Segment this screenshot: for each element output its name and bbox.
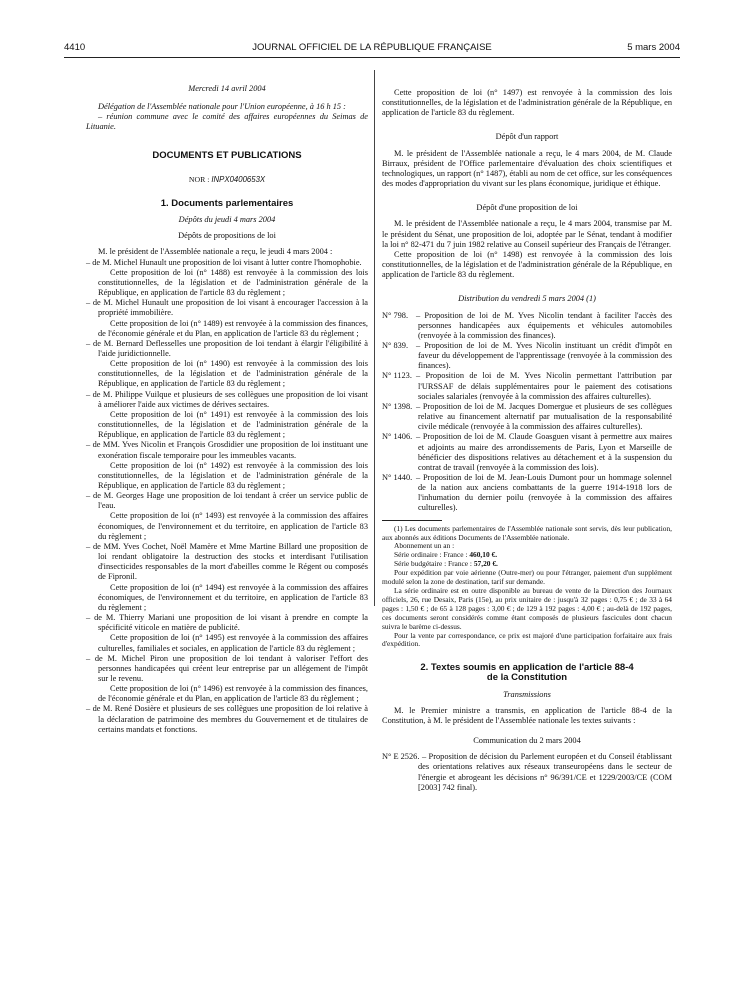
list-item: Cette proposition de loi (n° 1489) est renvoyée à la commission des finances, de l'économie générale et du Plan, en application de l'article 83 du règlement ;: [98, 318, 368, 338]
list-item: – de M. René Dosière et plusieurs de ses collègues une proposition de loi relative à la déclaration de patrimoine des membres du Gouvernement et de titulaires de certains mandats et fonctions.: [86, 704, 368, 734]
list-item: Cette proposition de loi (n° 1490) est renvoyée à la commission des lois constitutionnelles, de la législation et de l'administration générale de la République, en application de l'article 83 du règlement ;: [98, 359, 368, 389]
footnote-text: Pour expédition par voie aérienne (Outre-mer) ou pour l'étranger, paiement d'un supplément modulé selon la zone de destination, tarif sur demande.: [382, 568, 672, 587]
distribution-number: N° 1123.: [382, 371, 412, 381]
price-value: 57,20 €.: [473, 559, 498, 569]
issue-date: 5 mars 2004: [627, 42, 680, 53]
report-heading: Dépôt d'un rapport: [495, 132, 559, 142]
agenda-item: Délégation de l'Assemblée nationale pour l'Union européenne, à 16 h 15 :: [98, 102, 346, 112]
nor-label: NOR :: [188, 174, 210, 184]
subsection-title-line2: de la Constitution: [486, 672, 568, 684]
list-item: – de M. Philippe Vuilque et plusieurs de ses collègues une proposition de loi visant à améliorer l'aide aux victimes de dérives sectaires.: [86, 389, 368, 409]
deposits-intro: M. le président de l'Assemblée nationale a reçu, le jeudi 4 mars 2004 :: [98, 247, 333, 257]
agenda-date: Mercredi 14 avril 2004: [188, 84, 266, 93]
footnote-rule: [382, 520, 442, 521]
communication-text: – Proposition de décision du Parlement européen et du Conseil établissant des orientations relatives aux réseaux transeuropéens dans le secteur de l'énergie et abrogeant les décisions n° 96/391/CE et 1229/2003/CE (COM [2003] 742 final).: [418, 752, 672, 792]
list-item: – de MM. Yves Nicolin et François Grosdidier une proposition de loi instituant une exonération fiscale temporaire pour les immeubles vacants.: [86, 440, 368, 460]
distribution-number: N° 1406.: [382, 432, 413, 442]
list-item: – de M. Thierry Mariani une proposition de loi visant à prendre en compte la spécificité viticole en matière de publicité.: [86, 613, 368, 633]
section-title: DOCUMENTS ET PUBLICATIONS: [152, 149, 302, 161]
list-item: Cette proposition de loi (n° 1494) est renvoyée à la commission des affaires économiques, de l'environnement et du territoire, en application de l'article 83 du règlement ;: [98, 582, 368, 612]
footnote-text: (1) Les documents parlementaires de l'Assemblée nationale sont servis, dès leur publication, aux abonnés aux éditions Documents de l'Assemblée nationale.: [382, 523, 672, 542]
footnote-text: Pour la vente par correspondance, ce prix est majoré d'une participation forfaitaire aux frais d'expédition.: [382, 630, 672, 649]
communication-item: [382, 752, 672, 793]
proposal-text: Cette proposition de loi (n° 1498) est renvoyée à la commission des lois constitutionnelles, de la législation et de l'administration générale de la République, en application de l'article 83 du règlement.: [382, 249, 672, 280]
deposits-title: Dépôts de propositions de loi: [178, 231, 276, 241]
distribution-number: N° 1440.: [382, 473, 413, 482]
distribution-text: – Proposition de loi de M. Yves Nicolin permettant l'attribution par l'URSSAF de délais supplémentaires pour le paiement des cotisations sociales salariales (renvoyée à la commission des affaires culturelles).: [416, 371, 672, 401]
list-item: Cette proposition de loi (n° 1493) est renvoyée à la commission des affaires économiques, de l'environnement et du territoire, en application de l'article 83 du règlement ;: [98, 511, 368, 541]
left-column: [86, 84, 368, 735]
list-item: – de M. Michel Hunault une proposition de loi visant à encourager l'accession à la propriété immobilière.: [86, 298, 368, 318]
footnote-text: Abonnement un an :: [394, 541, 455, 551]
distribution-number: N° 798.: [382, 310, 409, 320]
distribution-text: – Proposition de loi de M. Jean-Louis Dumont pour un hommage solennel de la nation aux anciens combattants de la guerre 1914-1918 lors de l'inhumation du dernier poilu (renvoyée à la commission des affaires culturelles).: [416, 473, 672, 513]
list-item: Cette proposition de loi (n° 1496) est renvoyée à la commission des finances, de l'économie générale et du Plan, en application de l'article 83 du règlement ;: [98, 684, 368, 704]
page-number: 4410: [64, 42, 86, 53]
footnote: [382, 525, 672, 650]
distribution-list: [382, 311, 672, 514]
list-item: – de M. Bernard Deflesselles une proposition de loi tendant à élargir l'éligibilité à l'aide juridictionnelle.: [86, 338, 368, 358]
nor-reference: [86, 175, 368, 185]
list-item: – de M. Michel Piron une proposition de loi tendant à valoriser l'effort des personnes handicapées qui créent leur entreprise par un allégement de l'impôt sur le revenu.: [86, 653, 368, 683]
distribution-number: N° 839.: [382, 340, 409, 350]
distribution-number: N° 1398.: [382, 401, 413, 411]
distribution-item: [382, 402, 672, 432]
distribution-item: [382, 371, 672, 401]
transmissions-heading: Transmissions: [503, 689, 551, 699]
list-item: – de MM. Yves Cochet, Noël Mamère et Mme Martine Billard une proposition de loi rendant obligatoire la destruction des stocks et interdisant l'utilisation d'insecticides responsables de la mort d'abeilles comme le Régent ou composés de Fipronil.: [86, 541, 368, 582]
page-header: [64, 42, 680, 56]
header-rule: [64, 57, 680, 58]
list-item: Cette proposition de loi (n° 1491) est renvoyée à la commission des lois constitutionnelles, de la législation et de l'administration générale de la République, en application de l'article 83 du règlement ;: [98, 409, 368, 440]
list-item: Cette proposition de loi (n° 1488) est renvoyée à la commission des lois constitutionnelles, de la législation et de l'administration générale de la République, en application de l'article 83 du règlement ;: [98, 267, 368, 298]
list-item: Cette proposition de loi (n° 1495) est renvoyée à la commission des affaires culturelles, familiales et sociales, en application de l'article 83 du règlement ;: [98, 633, 368, 653]
communication-number: N° E 2526.: [382, 752, 420, 762]
proposal-heading: Dépôt d'une proposition de loi: [476, 203, 578, 213]
price-label: Série ordinaire : France :: [394, 550, 468, 560]
list-item: Cette proposition de loi (n° 1492) est renvoyée à la commission des lois constitutionnelles, de la législation et de l'administration générale de la République, en application de l'article 83 du règlement ;: [98, 460, 368, 490]
distribution-text: – Proposition de loi de M. Yves Nicolin instituant un crédit d'impôt en faveur du développement de l'apprentissage (renvoyée à la commission des finances).: [416, 340, 672, 371]
distribution-item: [382, 432, 672, 473]
column-divider: [374, 70, 375, 606]
right-column: [382, 88, 672, 793]
distribution-text: – Proposition de loi de M. Jacques Domergue et plusieurs de ses collègues relative au financement alternatif par mutualisation de la responsabilité civile médicale (renvoyée à la commission des affaires culturelles).: [416, 401, 672, 432]
continued-paragraph: Cette proposition de loi (n° 1497) est renvoyée à la commission des lois constitutionnelles, de la législation et de l'administration générale de la République, en application de l'article 83 du règlement.: [382, 88, 672, 118]
deposits-date: Dépôts du jeudi 4 mars 2004: [178, 215, 276, 225]
proposal-text: M. le président de l'Assemblée nationale a reçu, le 4 mars 2004, transmise par M. le président du Sénat, une proposition de loi, adoptée par le Sénat, tendant à modifier la loi n° 82-471 du 7 juin 1982 relative au Conseil supérieur des Français de l'étranger.: [382, 219, 672, 249]
distribution-heading: Distribution du vendredi 5 mars 2004 (1): [458, 294, 596, 304]
subsection-title: 1. Documents parlementaires: [160, 197, 294, 209]
distribution-item: [382, 341, 672, 371]
list-item: – de M. Georges Hage une proposition de loi tendant à créer un service public de l'eau.: [86, 491, 368, 511]
price-label: Série budgétaire : France :: [394, 559, 472, 569]
report-text: M. le président de l'Assemblée nationale a reçu, le 4 mars 2004, de M. Claude Birraux, président de l'Office parlementaire d'évaluation des choix scientifiques et technologiques, un rapport (n° 1487), établi au nom de cet office, sur les conséquences des modes d'appropriation du vivant sur les plans économique, juridique et éthique.: [382, 148, 672, 189]
list-item: – de M. Michel Hunault une proposition de loi visant à lutter contre l'homophobie.: [86, 257, 362, 267]
footnote-text: La série ordinaire est en outre disponible au bureau de vente de la Direction des Journaux officiels, 26, rue Desaix, Paris (15e), au prix unitaire de : jusqu'à 32 pages : 0,75 € ; de 33 à 64 pages : 1,50 € ; de 65 à 128 pages : 3,00 € ; de 129 à 192 pages : 4,00 € ; au-delà de 192 pages, ces documents seront considérés comme étant composés de plusieurs fascicules dont chacun suivra le barème ci-dessus.: [382, 585, 672, 631]
price-value: 460,10 €.: [469, 550, 498, 560]
distribution-text: – Proposition de loi de M. Claude Goasguen visant à permettre aux maires et adjoints au maire des arrondissements de Paris, Lyon et Marseille de bénéficier des dispositions relatives au détachement et à la suspension du contrat de travail (renvoyée à la commission des lois).: [416, 432, 672, 472]
nor-value: INPX0400653X: [211, 174, 266, 184]
distribution-text: – Proposition de loi de M. Yves Nicolin tendant à faciliter l'accès des personnes handicapées aux équipements et véhicules automobiles (renvoyée à la commission des finances).: [416, 310, 672, 340]
transmissions-text: M. le Premier ministre a transmis, en application de l'article 88-4 de la Constitution, à M. le président de l'Assemblée nationale les textes suivants :: [382, 705, 672, 725]
communication-heading: Communication du 2 mars 2004: [473, 736, 581, 746]
distribution-item: [382, 311, 672, 341]
agenda-item: – réunion commune avec le comité des affaires européennes du Seimas de Lituanie.: [86, 112, 368, 132]
distribution-item: [382, 473, 672, 514]
subsection-title: 2. Textes soumis en application de l'article 88-4: [420, 662, 634, 674]
journal-title: JOURNAL OFFICIEL DE LA RÉPUBLIQUE FRANÇAISE: [252, 42, 492, 53]
